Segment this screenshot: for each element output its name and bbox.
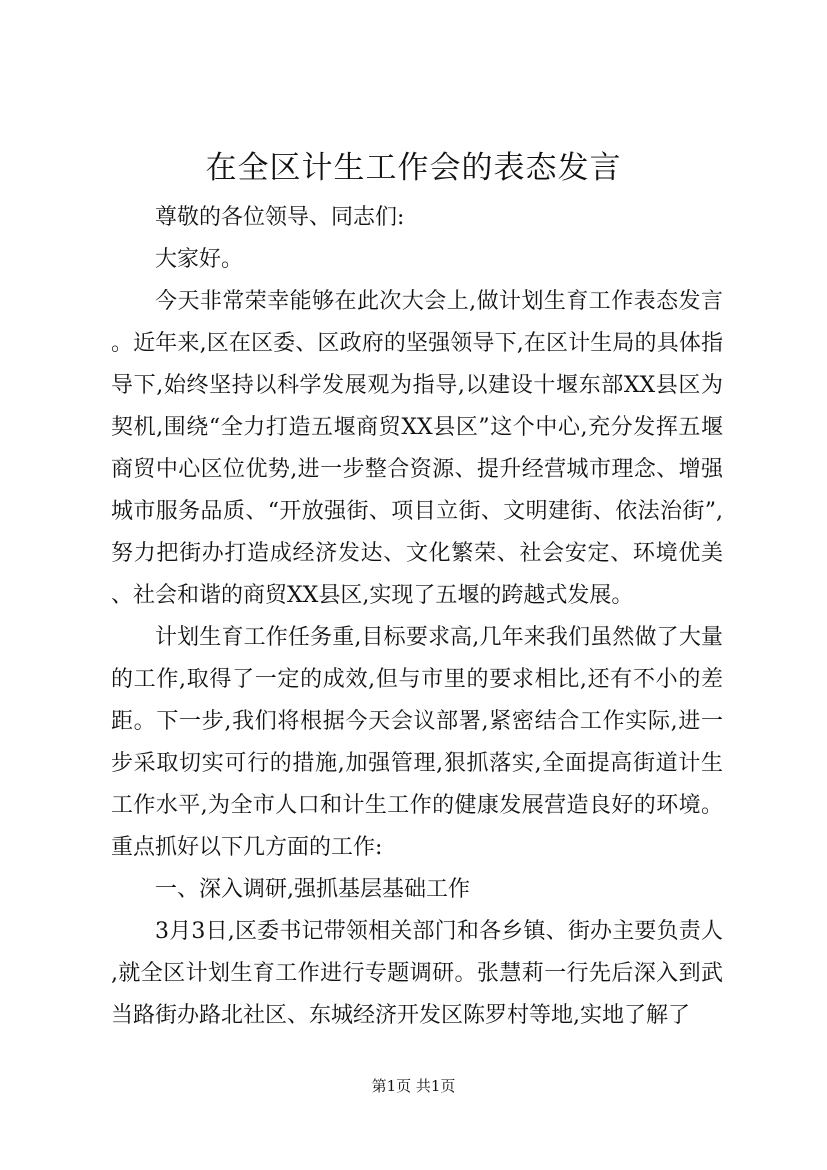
body-paragraph: 计划生育工作任务重,目标要求高,几年来我们虽然做了大量的工作,取得了一定的成效,但与市里的要求相比,还有不小的差距。下一步,我们将根据今天会议部署,紧密结合工作实际,进一步采取切实可行的措施,加强管理,狠抓落实,全面提高街道计生工作水平,为全市人口和计生工作的健康发展营造良好的环境。重点抓好以下几方面的工作:: [111, 625, 723, 860]
section-heading: 一、深入调研,强抓基层基础工作: [155, 877, 470, 902]
greeting-paragraph: 大家好。: [155, 247, 244, 272]
body-paragraph: 3月3日,区委书记带领相关部门和各乡镇、街办主要负责人,就全区计划生育工作进行专题调研。张慧莉一行先后深入到武当路街办路北社区、东城经济开发区陈罗村等地,实地了解了: [111, 919, 723, 1028]
salutation-paragraph: 尊敬的各位领导、同志们:: [155, 205, 405, 230]
page-number-footer: 第1页 共1页: [371, 1077, 456, 1095]
document-body: [111, 197, 723, 1037]
document-title: 在全区计生工作会的表态发言: [205, 150, 622, 186]
body-paragraph: 今天非常荣幸能够在此次大会上,做计划生育工作表态发言。近年来,区在区委、区政府的坚强领导下,在区计生局的具体指导下,始终坚持以科学发展观为指导,以建设十堰东部XX县区为契机,围绕“全力打造五堰商贸XX县区”这个中心,充分发挥五堰商贸中心区位优势,进一步整合资源、提升经营城市理念、增强城市服务品质、“开放强街、项目立街、文明建街、依法治街”,努力把街办打造成经济发达、文化繁荣、社会安定、环境优美、社会和谐的商贸XX县区,实现了五堰的跨越式发展。: [111, 289, 723, 608]
